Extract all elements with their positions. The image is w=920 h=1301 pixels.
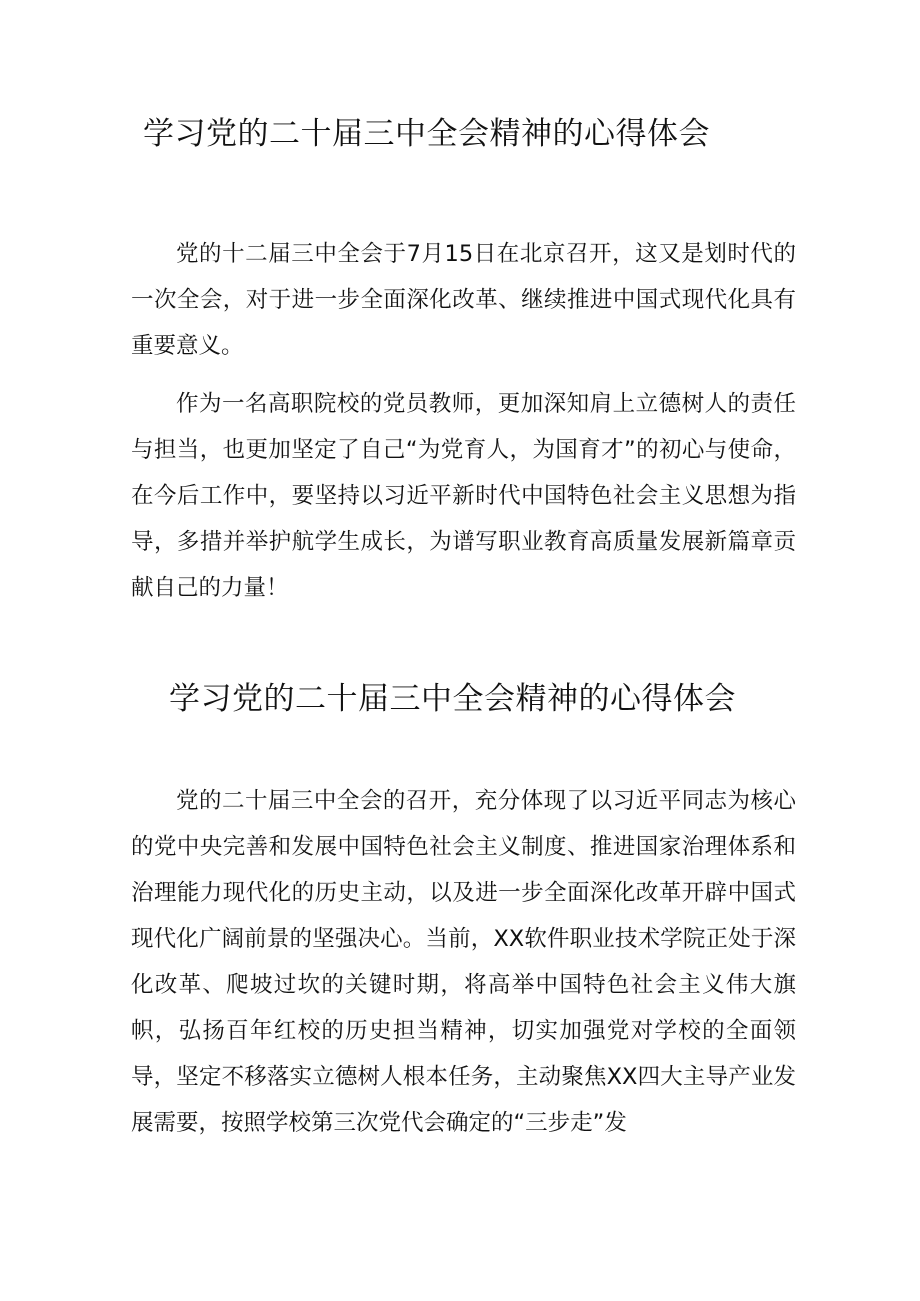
section-2-body <box>131 778 796 1146</box>
section-1-paragraph-1: 党的十二届三中全会于7月15日在北京召开，这又是划时代的一次全会，对于进一步全面深化改革、继续推进中国式现代化具有重要意义。 <box>131 241 796 359</box>
section-2-paragraph-1: 党的二十届三中全会的召开，充分体现了以习近平同志为核心的党中央完善和发展中国特色社会主义制度、推进国家治理体系和治理能力现代化的历史主动，以及进一步全面深化改革开辟中国式现代化广阔前景的坚强决心。当前，XX软件职业技术学院正处于深化改革、爬坡过坎的关键时期，将高举中国特色社会主义伟大旗帜，弘扬百年红校的历史担当精神，切实加强党对学校的全面领导，坚定不移落实立德树人根本任务，主动聚焦XX四大主导产业发展需要，按照学校第三次党代会确定的“三步走”发 <box>131 788 796 1136</box>
section-1-paragraph-2: 作为一名高职院校的党员教师，更加深知肩上立德树人的责任与担当，也更加坚定了自己“为党育人，为国育才”的初心与使命，在今后工作中，要坚持以习近平新时代中国特色社会主义思想为指导，多措并举护航学生成长，为谱写职业教育高质量发展新篇章贡献自己的力量！ <box>131 391 796 601</box>
section-1-title: 学习党的二十届三中全会精神的心得体会 <box>143 116 710 152</box>
section-2-title: 学习党的二十届三中全会精神的心得体会 <box>169 681 736 717</box>
section-1-body <box>131 231 796 611</box>
